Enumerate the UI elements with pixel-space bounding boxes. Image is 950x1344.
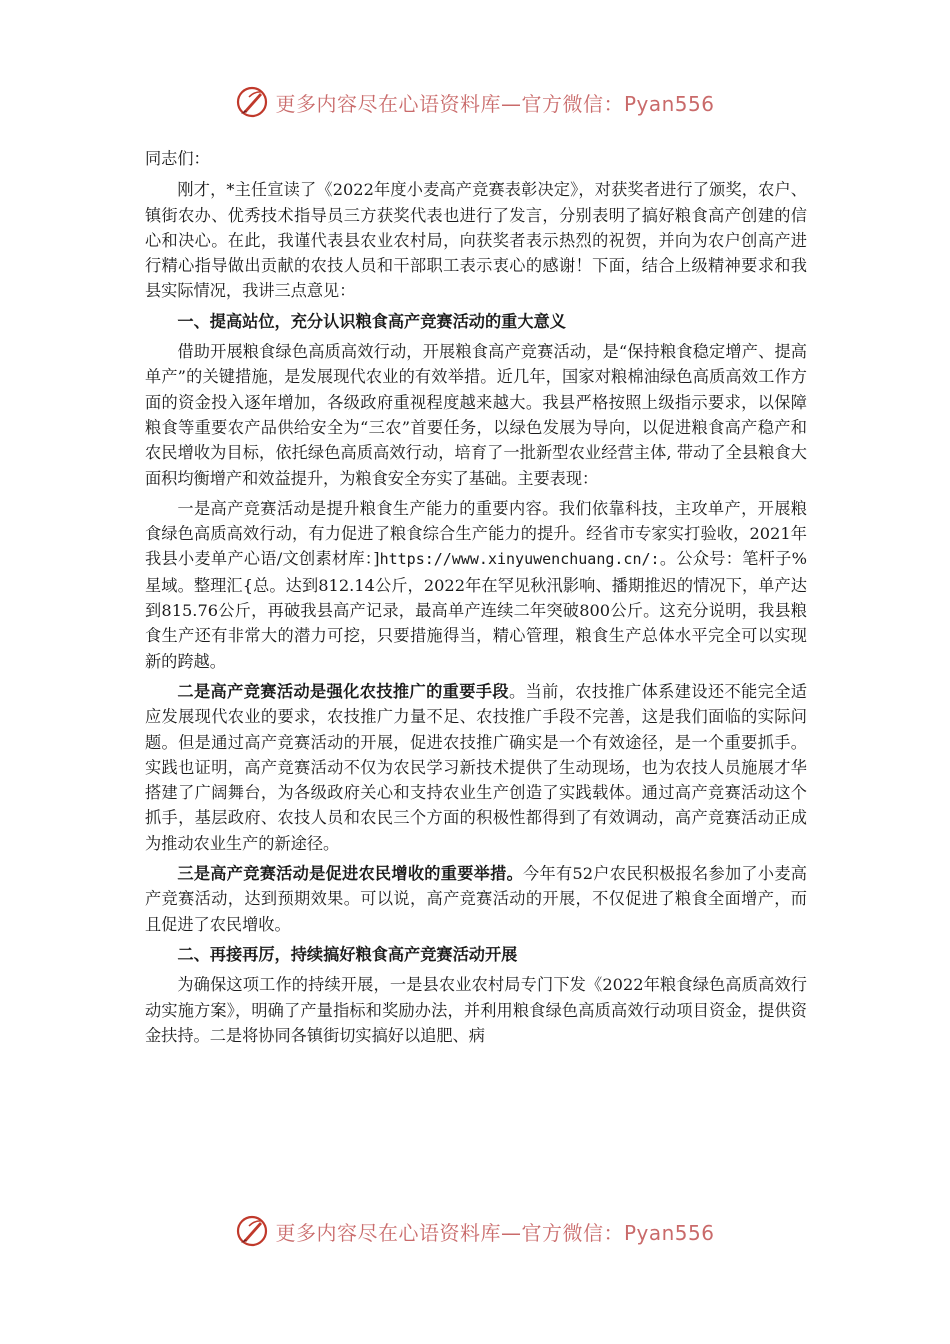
- paragraph-point-three: [145, 861, 807, 937]
- paragraph-continuation: 为确保这项工作的持续开展，一是县农业农村局专门下发《2022年粮食绿色高质高效行动实施方案》，明确了产量指标和奖励办法，并利用粮食绿色高质高效行动项目资金，提供资金扶持。二是将协同各镇街切实搞好以追肥、病: [145, 975, 807, 1045]
- point-three-lead: 三是高产竞赛活动是促进农民增收的重要举措。: [177, 864, 524, 884]
- point-two-lead: 二是高产竞赛活动是强化农技推广的重要手段: [177, 681, 509, 701]
- point-one-text: 一是高产竞赛活动是提升粮食生产能力的重要内容。我们依靠科技，主攻单产，开展粮食绿色高质高效行动，有力促进了粮食综合生产能力的提升。经省市专家实打验收，2021年我县小麦单产心语/文创素材库：]: [145, 498, 807, 569]
- quill-pen-logo-icon: [235, 85, 269, 119]
- section-heading-2: 二、再接再厉，持续搞好粮食高产竞赛活动开展: [177, 944, 518, 964]
- point-two-text: 。当前，农技推广体系建设还不能完全适应发展现代农业的要求，农技推广力量不足、农技推广手段不完善，这是我们面临的实际问题。但是通过高产竞赛活动的开展，促进农技推广确实是一个有效途径，是一个重要抓手。实践也证明，高产竞赛活动不仅为农民学习新技术提供了生动现场，也为农技人员施展才华搭建了广阔舞台，为各级政府关心和支持农业生产创造了实践载体。通过高产竞赛活动这个抓手，基层政府、农技人员和农民三个方面的积极性都得到了有效调动，高产竞赛活动正成为推动农业生产的新途径。: [145, 681, 807, 853]
- paragraph-point-one: [145, 496, 807, 674]
- salutation: 同志们：: [145, 149, 210, 168]
- source-url-text: https://www.xinyuwenchuang.cn/:: [379, 550, 660, 569]
- paragraph-intro: 刚才，*主任宣读了《2022年度小麦高产竞赛表彰决定》，对获奖者进行了颁奖，农户、镇街农办、优秀技术指导员三方获奖代表也进行了发言，分别表明了搞好粮食高产创建的信心和决心。在此，我谨代表县农业农村局，向获奖者表示热烈的祝贺，并向为农户创高产进行精心指导做出贡献的农技人员和干部职工表示衷心的感谢！下面，结合上级精神要求和我县实际情况，我讲三点意见：: [145, 180, 807, 301]
- paragraph-significance: 借助开展粮食绿色高质高效行动，开展粮食高产竞赛活动，是“保持粮食稳定增产、提高单产”的关键措施，是发展现代农业的有效举措。近几年，国家对粮棉油绿色高质高效工作方面的资金投入逐年增加，各级政府重视程度越来越大。我县严格按照上级指示要求，以保障粮食等重要农产品供给安全为“三农”首要任务，以绿色发展为导向，以促进粮食高产稳产和农民增收为目标，依托绿色高质高效行动，培育了一批新型农业经营主体, 带动了全县粮食大面积均衡增产和效益提升，为粮食安全夯实了基础。主要表现：: [145, 342, 807, 488]
- paragraph-point-two: [145, 679, 807, 856]
- banner-text: 更多内容尽在心语资料库—官方微信：Pyan556: [275, 91, 715, 116]
- point-three-text: 今年有52户农民积极报名参加了小麦高产竞赛活动，达到预期效果。可以说，高产竞赛活动的开展，不仅促进了粮食全面增产，而且促进了农民增收。: [145, 864, 807, 934]
- quill-pen-logo-icon: [235, 1214, 269, 1248]
- point-one-text-continued: 。公众号：笔杆子%星域。整理汇{总。达到812.14公斤，2022年在罕见秋汛影响、播期推迟的情况下，单产达到815.76公斤，再破我县高产记录，最高单产连续二年突破800公斤。这充分说明，我县粮食生产还有非常大的潜力可挖，只要措施得当，精心管理，粮食生产总体水平完全可以实现新的跨越。: [145, 549, 807, 671]
- header-watermark-banner: [0, 82, 950, 122]
- banner-text: 更多内容尽在心语资料库—官方微信：Pyan556: [275, 1220, 715, 1245]
- footer-watermark-banner: [0, 1211, 950, 1251]
- section-heading-1: 一、提高站位，充分认识粮食高产竞赛活动的重大意义: [177, 311, 566, 331]
- document-body: [145, 146, 807, 1053]
